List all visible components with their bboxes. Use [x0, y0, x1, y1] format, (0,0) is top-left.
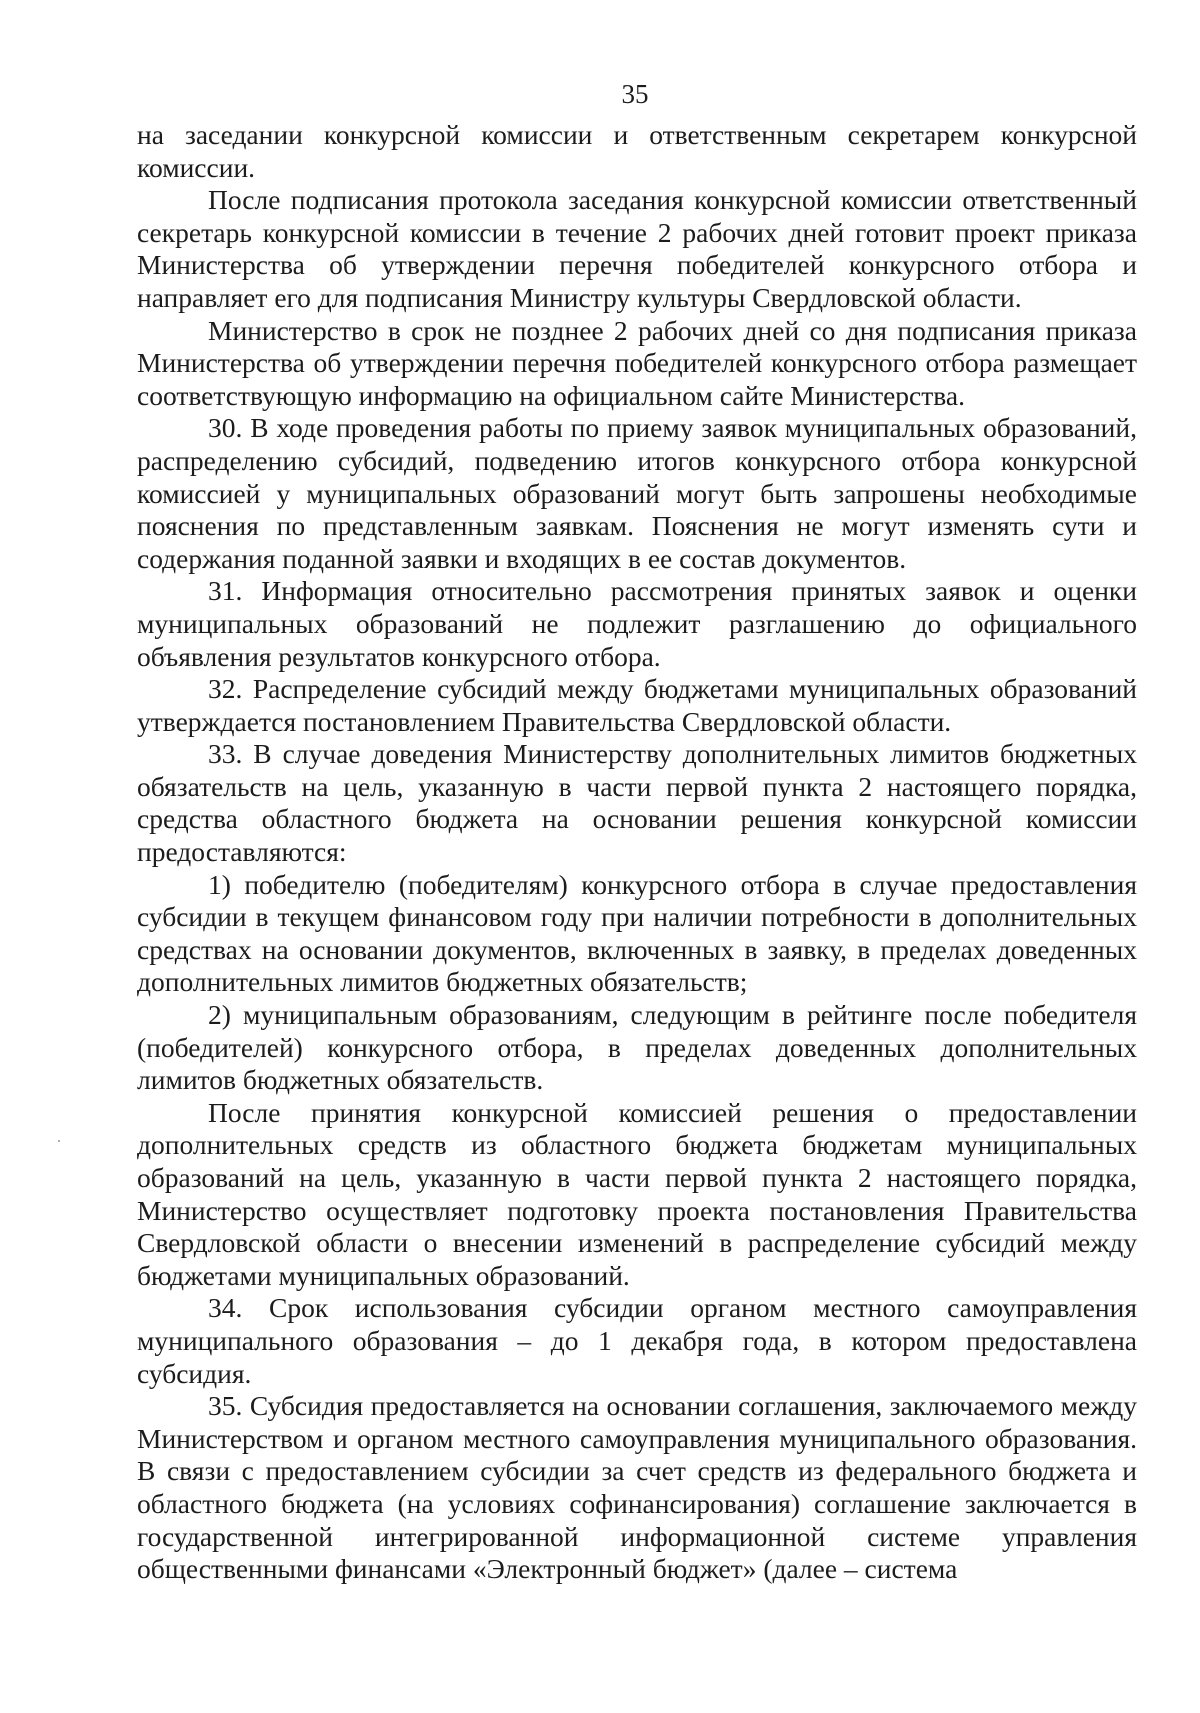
- paragraph-additional-funds: После принятия конкурсной комиссией решения о предоставлении дополнительных средств из областного бюджета бюджетам муниципальных образований на цель, указанную в части первой пункта 2 настоящего порядка, Министерство осуществляет подготовку проекта постановления Правительства Свердловской области о внесении изменений в распределение субсидий между бюджетами муниципальных образований.: [137, 1096, 1137, 1291]
- paragraph-clause-33-item-2: 2) муниципальным образованиям, следующим в рейтинге после победителя (победителей) конкурсного отбора, в пределах доведенных дополнительных лимитов бюджетных обязательств.: [137, 999, 1137, 1096]
- page-number: 35: [621, 79, 649, 109]
- paragraph-publication: Министерство в срок не позднее 2 рабочих дней со дня подписания приказа Министерства об утверждении перечня победителей конкурсного отбора размещает соответствующую информацию на официальном сайте Министерства.: [137, 314, 1137, 411]
- paragraph-clause-34: 34. Срок использования субсидии органом местного самоуправления муниципального образования – до 1 декабря года, в котором предоставлена субсидия.: [137, 1292, 1137, 1389]
- paragraph-protocol-signing: После подписания протокола заседания конкурсной комиссии ответственный секретарь конкурсной комиссии в течение 2 рабочих дней готовит проект приказа Министерства об утверждении перечня победителей конкурсного отбора и направляет его для подписания Министру культуры Свердловской области.: [137, 184, 1137, 313]
- paragraph-clause-33: 33. В случае доведения Министерству дополнительных лимитов бюджетных обязательств на цель, указанную в части первой пункта 2 настоящего порядка, средства областного бюджета на основании решения конкурсной комиссии предоставляются:: [137, 738, 1137, 868]
- paragraph-clause-31: 31. Информация относительно рассмотрения принятых заявок и оценки муниципальных образований не подлежит разглашению до официального объявления результатов конкурсного отбора.: [137, 575, 1137, 672]
- paragraph-clause-30: 30. В ходе проведения работы по приему заявок муниципальных образований, распределению субсидий, подведению итогов конкурсного отбора конкурсной комиссией у муниципальных образований могут быть запрошены необходимые пояснения по представленным заявкам. Пояснения не могут изменять сути и содержания поданной заявки и входящих в ее состав документов.: [137, 412, 1137, 574]
- scan-speck: [58, 1140, 60, 1142]
- paragraph-clause-33-item-1: 1) победителю (победителям) конкурсного отбора в случае предоставления субсидии в текущем финансовом году при наличии потребности в дополнительных средствах на основании документов, включенных в заявку, в пределах доведенных дополнительных лимитов бюджетных обязательств;: [137, 868, 1137, 998]
- paragraph-clause-32: 32. Распределение субсидий между бюджетами муниципальных образований утверждается постановлением Правительства Свердловской области.: [137, 673, 1137, 737]
- document-body: [137, 119, 1137, 1586]
- paragraph-clause-35: 35. Субсидия предоставляется на основании соглашения, заключаемого между Министерством и органом местного самоуправления муниципального образования. В связи с предоставлением субсидии за счет средств из федерального бюджета и областного бюджета (на условиях софинансирования) соглашение заключается в государственной интегрированной информационной системе управления общественными финансами «Электронный бюджет» (далее – система: [137, 1390, 1137, 1585]
- paragraph-continuation: на заседании конкурсной комиссии и ответственным секретарем конкурсной комиссии.: [137, 119, 1137, 183]
